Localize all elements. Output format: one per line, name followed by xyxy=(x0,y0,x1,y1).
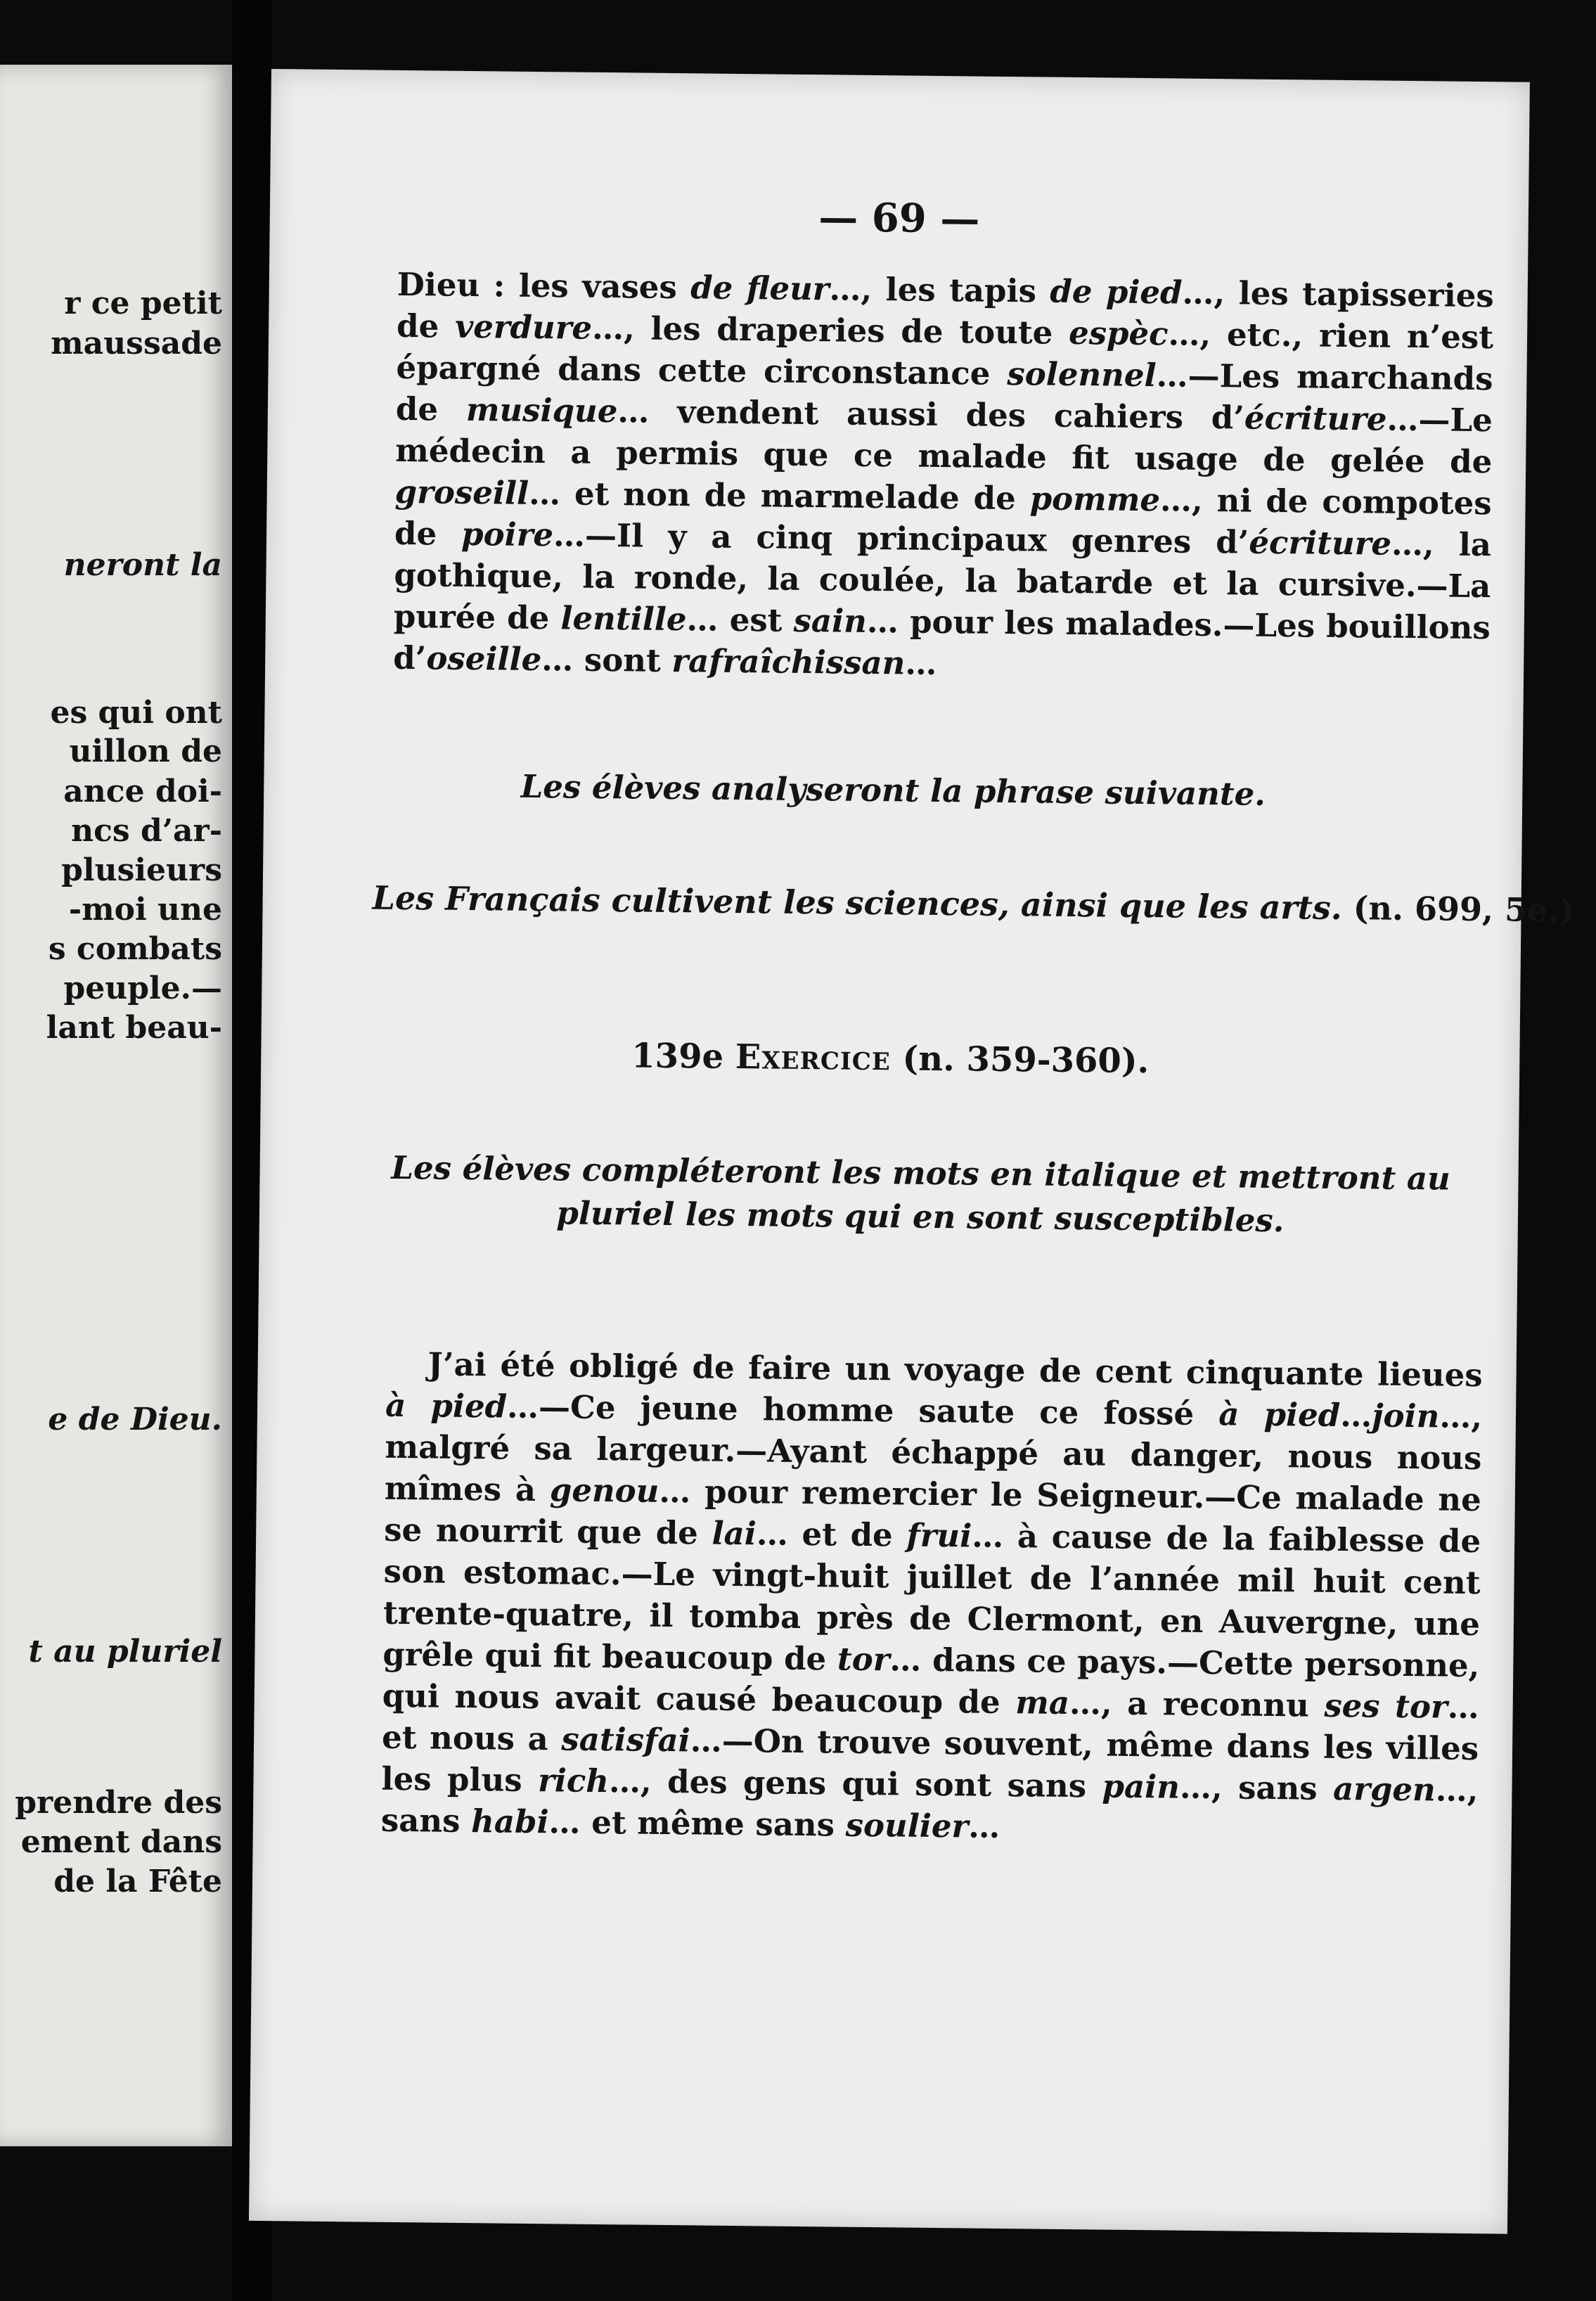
italic-word: espèc xyxy=(1068,314,1169,353)
italic-word: tor xyxy=(837,1640,890,1679)
text-run: …, les tapis xyxy=(829,270,1050,310)
example-sentence xyxy=(372,878,1575,930)
left-page-line: prendre des xyxy=(15,1785,222,1821)
italic-word: ses tor xyxy=(1324,1686,1448,1726)
italic-word: soulier xyxy=(845,1806,969,1845)
italic-word: poire xyxy=(461,515,554,554)
left-page-line: plusieurs xyxy=(61,852,222,888)
text-run: …, sans xyxy=(1179,1768,1334,1807)
main-page xyxy=(249,69,1575,2234)
italic-word: habi xyxy=(470,1802,549,1841)
text-run: … vendent aussi des cahiers d’ xyxy=(617,392,1245,437)
left-page-line: neront la xyxy=(63,547,222,583)
text-run: …, les draperies de toute xyxy=(591,309,1069,352)
text-run: …, des gens qui sont sans xyxy=(608,1762,1102,1805)
text-run: … est xyxy=(686,601,794,639)
text-run: …—Il y a cinq principaux genres d’ xyxy=(553,516,1249,561)
text-run: … xyxy=(967,1807,1000,1845)
text-run: …—Ce jeune homme saute ce fossé xyxy=(506,1387,1219,1433)
text-run: … xyxy=(905,644,937,682)
italic-word: ma xyxy=(1015,1684,1070,1722)
page-number: — 69 — xyxy=(818,194,980,243)
text-run: … xyxy=(1339,1397,1372,1435)
italic-word: frui xyxy=(906,1516,972,1555)
text-run: … et nous a xyxy=(381,1688,1479,1758)
left-page-line: es qui ont xyxy=(50,695,222,731)
text-run: Dieu : les vases xyxy=(397,265,691,307)
exercise-title xyxy=(261,1032,1519,1085)
text-run: …, etc., rien n’est épargné dans cette circonstance xyxy=(396,315,1494,392)
left-page-line: r ce petit xyxy=(64,286,222,321)
text-run: … et non de marmelade de xyxy=(528,474,1031,518)
text-run: … pour remercier le Seigneur.—Ce malade ne se nourrit que de xyxy=(383,1472,1482,1552)
italic-word: écriture xyxy=(1249,523,1392,563)
italic-word: verdure xyxy=(454,307,593,347)
left-page-line: peuple.— xyxy=(63,970,222,1006)
exercise-ref: (n. 359-360). xyxy=(890,1039,1150,1082)
text-run: … à cause de la faiblesse de son estomac.—Le vingt-huit juillet de l’année mil huit cent trente-quatre, il tomba près de Clermont, en Auvergne, une grêle qui fit beaucoup de xyxy=(382,1517,1481,1678)
italic-word: sain xyxy=(793,601,868,640)
italic-word: pomme xyxy=(1029,480,1161,519)
text-run: …, a reconnu xyxy=(1069,1684,1325,1724)
left-facing-page xyxy=(0,65,232,2146)
italic-word: genou xyxy=(549,1471,659,1510)
italic-word: lai xyxy=(712,1514,757,1553)
text-run: … et même sans xyxy=(548,1803,846,1844)
italic-word: de pied xyxy=(1050,272,1183,312)
italic-word: à pied xyxy=(1218,1395,1341,1435)
example-sentence-italic: Les Français cultivent les sciences, ainsi que les arts. xyxy=(372,878,1343,928)
left-page-line: ance doi- xyxy=(63,774,222,809)
exercise-text-paragraph xyxy=(381,1343,1483,1852)
text-run: …, sans xyxy=(380,1771,1479,1840)
text-run: … sont xyxy=(541,641,672,680)
left-page-line: s combats xyxy=(48,931,222,967)
left-page-line: t au pluriel xyxy=(28,1634,222,1669)
exercise-instruction: Les élèves compléteront les mots en italique et mettront au pluriel les mots qui en sont susceptibles. xyxy=(391,1148,1451,1240)
text-run: …, ni de compotes de xyxy=(394,481,1492,553)
italic-word: join xyxy=(1371,1397,1440,1435)
text-run: … pour les malades.—Les bouillons d’ xyxy=(392,602,1491,677)
example-sentence-ref: (n. 699, 5e.) xyxy=(1341,889,1575,930)
italic-word: pain xyxy=(1102,1767,1180,1806)
left-page-line: uillon de xyxy=(69,733,222,769)
text-run: … et de xyxy=(756,1515,907,1554)
left-page-line: ement dans xyxy=(20,1824,222,1860)
exercise-text-paragraph xyxy=(393,264,1494,690)
italic-word: à pied xyxy=(385,1386,508,1425)
italic-word: argen xyxy=(1332,1769,1436,1809)
left-page-line: maussade xyxy=(51,326,222,361)
italic-word: musique xyxy=(465,390,618,430)
italic-word: rafraîchissan xyxy=(671,642,906,682)
exercise-number: 139e xyxy=(631,1036,736,1077)
italic-word: rich xyxy=(537,1762,610,1800)
italic-word: lentille xyxy=(560,599,687,639)
left-page-line: -moi une xyxy=(68,892,222,928)
italic-word: groseill xyxy=(394,473,529,512)
italic-word: solennel xyxy=(1007,354,1157,395)
left-page-line: ncs d’ar- xyxy=(71,813,222,849)
left-page-line: lant beau- xyxy=(46,1010,222,1046)
italic-word: oseille xyxy=(426,639,542,679)
text-run: …—On trouve souvent, même dans les villes les plus xyxy=(381,1722,1479,1800)
italic-word: de fleur xyxy=(690,269,830,308)
left-page-line: e de Dieu. xyxy=(48,1402,222,1437)
text-run: …—Le médecin a permis que ce malade fit usage de gelée de xyxy=(395,400,1493,481)
italic-word: satisfai xyxy=(561,1720,691,1760)
text-run: …, malgré sa largeur.—Ayant échappé au danger, nous nous mîmes à xyxy=(384,1397,1483,1509)
left-page-line: de la Fête xyxy=(53,1864,222,1899)
text-run: …, la gothique, la ronde, la coulée, la batarde et la cursive.—La purée de xyxy=(393,525,1492,637)
exercise-word: Exercice xyxy=(735,1037,892,1079)
text-run: …, les tapisseries de xyxy=(396,274,1494,345)
analysis-heading: Les élèves analyseront la phrase suivante. xyxy=(520,767,1266,813)
text-run: …—Les marchands de xyxy=(395,357,1493,428)
text-run: … dans ce pays.—Cette personne, qui nous avait causé beaucoup de xyxy=(382,1641,1480,1722)
text-run: J’ai été obligé de faire un voyage de cent cinquante lieues xyxy=(427,1345,1483,1395)
italic-word: écriture xyxy=(1244,399,1387,438)
